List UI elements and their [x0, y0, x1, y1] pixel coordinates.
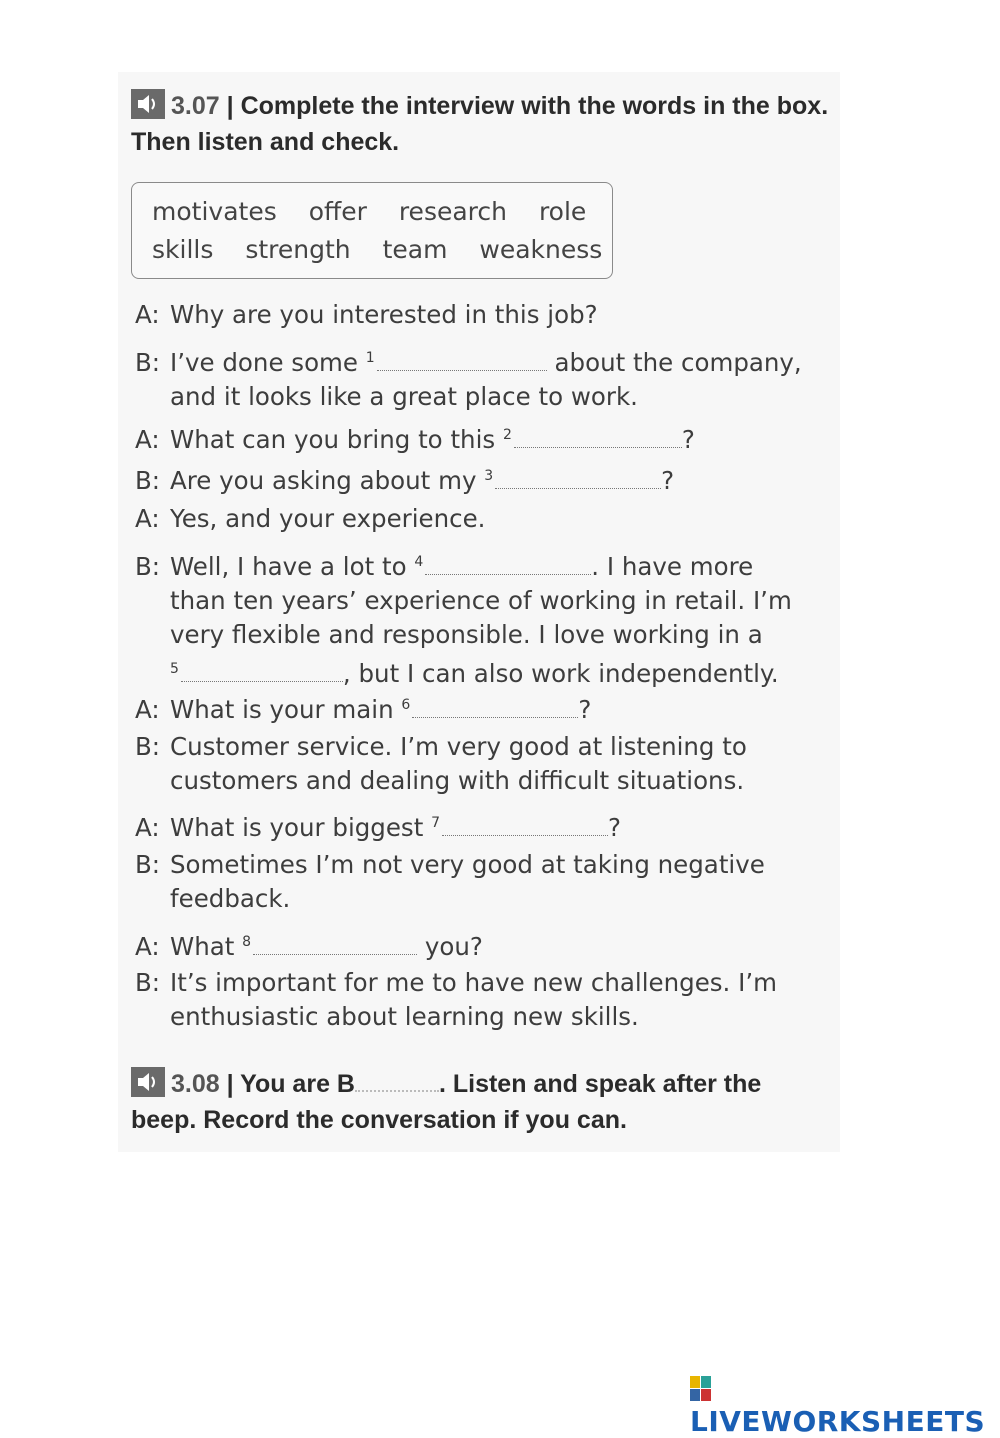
dialogue-text: What is your main — [170, 695, 394, 724]
dialogue-line — [135, 806, 825, 845]
dialogue-line — [135, 418, 825, 457]
dialogue-text: Sometimes I’m not very good at taking negative — [170, 850, 765, 879]
dialogue-line — [135, 298, 825, 332]
dialogue-continuation: feedback. — [170, 884, 291, 913]
word-item: motivates — [152, 197, 277, 226]
word-item: strength — [245, 235, 351, 264]
dialogue-text: , but I can also work independently. — [342, 659, 779, 688]
word-item: skills — [152, 235, 214, 264]
speaker-label: B: — [135, 466, 161, 495]
dialogue-text: Are you asking about my — [170, 466, 477, 495]
dialogue-text: It’s important for me to have new challenges. I’m — [170, 968, 777, 997]
audio-speaker-icon[interactable] — [131, 1067, 165, 1097]
dialogue-line — [135, 459, 825, 498]
dialogue-line — [135, 502, 825, 536]
separator: | — [226, 1070, 234, 1098]
blank-number: 1 — [365, 350, 375, 366]
dialogue-text: ? — [608, 813, 622, 842]
exercise-heading — [131, 88, 831, 160]
dialogue-line — [135, 848, 825, 916]
dialogue-continuation: than ten years’ experience of working in retail. I’m — [170, 586, 792, 615]
dialogue-line — [135, 545, 825, 691]
answer-blank-7[interactable] — [442, 815, 608, 836]
logo-mark-icon — [690, 1376, 712, 1402]
exercise-instruction: . Listen and speak after the — [438, 1070, 762, 1098]
speaker-label: B: — [135, 732, 161, 761]
blank-number: 7 — [431, 815, 441, 831]
audio-speaker-icon[interactable] — [131, 89, 165, 119]
dialogue-line — [135, 925, 825, 964]
dialogue-continuation: and it looks like a great place to work. — [170, 382, 638, 411]
dialogue-continuation — [135, 652, 825, 691]
dialogue-continuation: very flexible and responsible. I love working in a — [170, 620, 763, 649]
dialogue-continuation: customers and dealing with difficult situations. — [170, 766, 745, 795]
speaker-label: A: — [135, 695, 160, 724]
dialogue-text: . I have more — [591, 552, 754, 581]
exercise-heading — [131, 1066, 831, 1138]
dialogue-text: What — [170, 932, 235, 961]
dialogue-text: you? — [424, 932, 483, 961]
separator: | — [226, 92, 234, 120]
blank-number: 5 — [170, 661, 179, 677]
dialogue-text: I’ve done some — [170, 348, 358, 377]
word-item: weakness — [479, 235, 603, 264]
speaker-label: B: — [135, 968, 161, 997]
answer-blank-6[interactable] — [412, 697, 578, 718]
exercise-number: 3.08 — [171, 1070, 220, 1098]
speaker-label: B: — [135, 348, 161, 377]
brand-name: LIVEWORKSHEETS — [690, 1405, 986, 1438]
smudged-text — [355, 1076, 439, 1092]
answer-blank-1[interactable] — [377, 350, 547, 371]
answer-blank-4[interactable] — [425, 554, 591, 575]
dialogue-text: Well, I have a lot to — [170, 552, 407, 581]
word-item: team — [382, 235, 448, 264]
answer-blank-2[interactable] — [514, 427, 682, 448]
speaker-label: A: — [135, 300, 160, 329]
liveworksheets-logo — [690, 1372, 1000, 1438]
speaker-label: B: — [135, 850, 161, 879]
dialogue-text: ? — [578, 695, 592, 724]
exercise-number: 3.07 — [171, 92, 220, 120]
speaker-label: A: — [135, 932, 160, 961]
dialogue-text: Why are you interested in this job? — [170, 300, 598, 329]
exercise-instruction: You are B — [240, 1070, 355, 1098]
word-item: role — [538, 197, 587, 226]
dialogue-text: ? — [681, 425, 695, 454]
answer-blank-3[interactable] — [495, 468, 661, 489]
blank-number: 4 — [414, 554, 424, 570]
dialogue-text: ? — [661, 466, 675, 495]
word-row — [152, 193, 612, 231]
speaker-label: A: — [135, 813, 160, 842]
answer-blank-5[interactable] — [181, 661, 343, 682]
dialogue-text: Yes, and your experience. — [170, 504, 486, 533]
dialogue-text: about the company, — [554, 348, 802, 377]
word-box — [131, 182, 613, 279]
exercise-instruction: Complete the interview with the words in the box. Then listen and check. — [131, 92, 829, 156]
dialogue-line — [135, 966, 825, 1034]
blank-number: 8 — [242, 934, 252, 950]
word-item: research — [398, 197, 507, 226]
exercise-instruction: beep. Record the conversation if you can. — [131, 1106, 627, 1134]
dialogue-text: Customer service. I’m very good at listening to — [170, 732, 747, 761]
blank-number: 6 — [401, 697, 411, 713]
blank-number: 3 — [484, 468, 494, 484]
speaker-label: A: — [135, 504, 160, 533]
dialogue-line — [135, 730, 825, 798]
speaker-label: A: — [135, 425, 160, 454]
word-item: offer — [308, 197, 367, 226]
blank-number: 2 — [502, 427, 512, 443]
dialogue-continuation: enthusiastic about learning new skills. — [170, 1002, 639, 1031]
dialogue-line — [135, 341, 825, 414]
answer-blank-8[interactable] — [253, 934, 417, 955]
speaker-label: B: — [135, 552, 161, 581]
dialogue-text: What can you bring to this — [170, 425, 496, 454]
dialogue-line — [135, 688, 825, 727]
dialogue-text: What is your biggest — [170, 813, 424, 842]
word-row — [152, 231, 612, 269]
